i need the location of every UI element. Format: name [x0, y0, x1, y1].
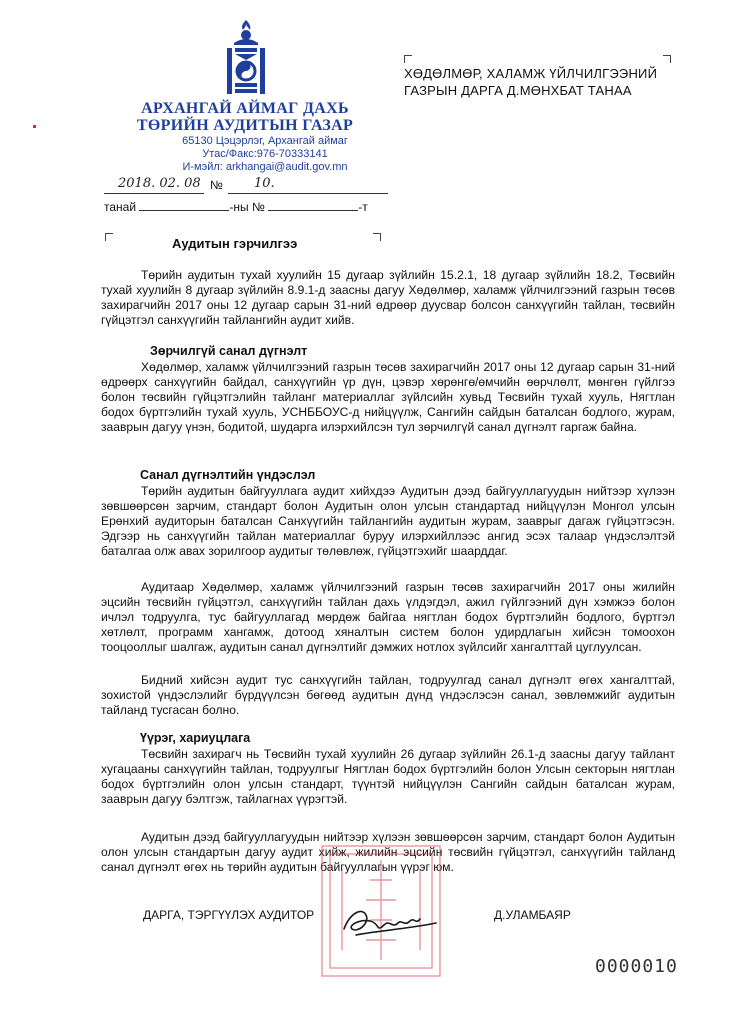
- section-heading-responsibility: Үүрэг, хариуцлага: [140, 731, 251, 745]
- recipient-line1: ХӨДӨЛМӨР, ХАЛАМЖ ҮЙЛЧИЛГЭЭНИЙ: [404, 66, 658, 81]
- serial-number: 0000010: [595, 956, 678, 977]
- org-email: И-мэйл: arkhangai@audit.gov.mn: [182, 161, 348, 173]
- date-number-line: [104, 178, 384, 196]
- opinion-paragraph: Хөдөлмөр, халамж үйлчилгээний газрын төсөв захирагчийн 2017 оны 12 дугаар сарын 31-ний өдрөөрх санхүүгийн байдал, санхүүгийн үр дүн, цэвэр хөрөнгө/өмчийн өөрчлөлт, мөнгөн гүйлгээ болон төсвийн гүйцэтгэлийн тайланг материаллаг зүйлсийн хувьд Төсвийн тухай хууль, Нягтлан бодох бүртгэлийн тухай хууль, УСНББОУС-д нийцүүлж, Сангийн сайдын баталсан бодлого, журам, зааврын дагуу үнэн, бодитой, шударга илэрхийлсэн тул зөрчилгүй санал дүгнэлт гаргаж байна.: [101, 360, 675, 434]
- org-name-line1: АРХАНГАЙ АЙМАГ ДАХЬ: [141, 100, 349, 117]
- your-ref-mid: -ны №: [229, 200, 265, 214]
- section-heading-opinion: Зөрчилгүй санал дүгнэлт: [150, 344, 308, 358]
- signatory-role: ДАРГА, ТЭРГҮҮЛЭХ АУДИТОР: [143, 908, 315, 922]
- letter-date: 2018. 02. 08: [118, 176, 201, 191]
- red-mark: [33, 125, 36, 128]
- recipient-block: [404, 65, 657, 99]
- bracket-corner: [404, 55, 412, 63]
- responsibility-paragraph-1: Төсвийн захирагч нь Төсвийн тухай хуулийн 26 дугаар зүйлийн 26.1-д заасны дагуу тайлант хугацааны санхүүгийн тайлан, тодруулгыг Нягтлан бодох бүртгэлийн болон Улсын секторын нягтлан бодох бүртгэлийн олон улсын стандарт, түүнтэй нийцүүлэн Сангийн сайдын баталсан журам, зааврын дагуу бэлтгэж, тайлагнах үүрэгтэй.: [101, 747, 675, 806]
- your-reference-line: [104, 200, 394, 214]
- recipient-line2: ГАЗРЫН ДАРГА Д.МӨНХБАТ ТАНАА: [404, 83, 632, 98]
- document-title: Аудитын гэрчилгээ: [172, 236, 298, 251]
- org-address: 65130 Цэцэрлэг, Архангай аймаг: [182, 135, 348, 147]
- basis-paragraph-3: Бидний хийсэн аудит тус санхүүгийн тайлан, тодруулгад санал дүгнэлт өгөх хангалттай, зохистой үндэслэлийг бүрдүүлсэн бөгөөд аудитын дүнд үндэслэсэн санал, зөвлөмжийг аудитын тайланд тусгасан болно.: [101, 673, 675, 717]
- number-label: №: [210, 178, 223, 192]
- your-ref-prefix: танай: [104, 200, 137, 214]
- org-name-line2: ТӨРИЙН АУДИТЫН ГАЗАР: [136, 117, 354, 134]
- your-ref-suffix: -т: [358, 200, 368, 214]
- soyombo-emblem-icon: [222, 18, 270, 100]
- intro-paragraph: Төрийн аудитын тухай хуулийн 15 дугаар зүйлийн 15.2.1, 18 дугаар зүйлийн 18.2, Төсвийн тухай хуулийн 8 дугаар зүйлийн 8.9.1-д заасны дагуу Хөдөлмөр, халамж үйлчилгээний газрын төсөв захирагчийн 2017 оны 12 дугаар сарын 31-ний өдрөөр дуусвар болсон санхүүгийн тайлан, төсвийн гүйцэтгэл санхүүгийн тайлангийн аудит хийв.: [101, 268, 675, 327]
- handwritten-signature: [336, 895, 446, 945]
- responsibility-paragraph-2: Аудитын дээд байгууллагуудын нийтээр хүлээн зөвшөөрсөн зарчим, стандарт болон Аудитын олон улсын стандартын дагуу аудит хийж, жилийн эцсийн төсвийн гүйцэтгэл, санхүүгийн тайланд санал дүгнэлт өгөх нь төрийн аудитын байгууллагын үүрэг юм.: [101, 830, 675, 874]
- signatory-name: Д.УЛАМБАЯР: [494, 908, 571, 922]
- org-phone: Утас/Факс:976-70333141: [202, 148, 328, 160]
- basis-paragraph-2: Аудитаар Хөдөлмөр, халамж үйлчилгээний газрын төсөв захирагчийн 2017 оны жилийн эцсийн төсвийн гүйцэтгэл, санхүүгийн тайлан дахь үлдэгдэл, ажил гүйлгээний дүн хэмжээ болон ичлэл тодруулга, тус байгууллагад мөрдөж байгаа нягтлан бодох бүртгэлийн бодлого, бүртгэл хөтлөлт, программ хангамж, дотоод хяналтын систем болон удирдлагын хийсэн томоохон тооцооллыг шалгаж, аудитын санал дүгнэлтийг дэмжих нотлох зүйлсийг хангалттай цуглуулсан.: [101, 580, 675, 654]
- bracket-corner: [663, 55, 671, 63]
- basis-paragraph-1: Төрийн аудитын байгууллага аудит хийхдээ Аудитын дээд байгууллагуудын нийтээр хүлээн зөвшөөрсөн зарчим, стандарт болон Аудитын олон улсын стандартад нийцүүлэн Монгол улсын Ерөнхий аудиторын баталсан Санхүүгийн тайлангийн аудитын журам, зааврыг дагаж гүйцэтгэсэн. Эдгээр нь санхүүгийн тайлан материаллаг буруу илэрхийллээс ангид эсэх талаар үндэслэлтэй баталгаа олж авах зорилгоор аудитыг төлөвлөж, гүйцэтгэхийг шаарддаг.: [101, 484, 675, 558]
- letter-number: 10.: [254, 176, 275, 191]
- bracket-corner: [105, 233, 113, 241]
- bracket-corner: [373, 233, 381, 241]
- section-heading-basis: Санал дүгнэлтийн үндэслэл: [140, 468, 316, 482]
